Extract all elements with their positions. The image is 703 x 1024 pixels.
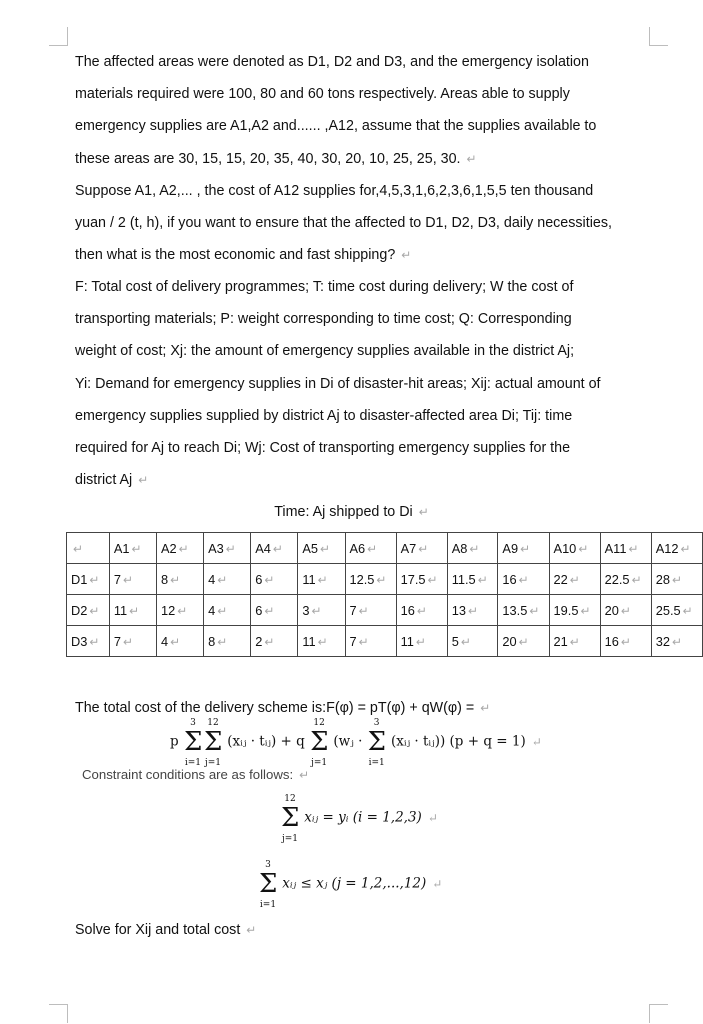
sum-icon — [309, 718, 329, 768]
cell-mark-icon: ↵ — [418, 541, 429, 556]
cell-value: A6 — [349, 540, 366, 556]
table-cell — [204, 595, 251, 626]
cell-value: 20 — [502, 633, 517, 649]
cell-mark-icon: ↵ — [89, 603, 100, 618]
table-header-cell — [345, 533, 396, 564]
cell-value: 11.5 — [451, 571, 476, 587]
cell-mark-icon: ↵ — [427, 572, 438, 587]
cell-value: A7 — [400, 540, 417, 556]
table-header-cell — [651, 533, 702, 564]
solve-instruction — [75, 922, 256, 938]
cell-value: A4 — [255, 540, 271, 556]
corner-mark — [649, 1004, 668, 1023]
cell-mark-icon: ↵ — [376, 572, 387, 587]
text-line: F: Total cost of delivery programmes; T: time cost during delivery; W the cost of — [75, 279, 574, 295]
text-line — [75, 143, 665, 175]
table-header-cell — [447, 533, 498, 564]
cell-value: 4 — [208, 602, 216, 618]
table-header-cell — [298, 533, 345, 564]
cell-mark-icon: ↵ — [264, 634, 275, 649]
cell-mark-icon: ↵ — [272, 541, 283, 556]
sum-icon — [258, 860, 278, 910]
cell-value: A11 — [604, 540, 627, 556]
cell-mark-icon: ↵ — [225, 541, 236, 556]
formula-term: (xᵢⱼ · tᵢⱼ) + q — [227, 733, 305, 750]
table-cell — [447, 564, 498, 595]
table-row — [67, 564, 703, 595]
cell-mark-icon: ↵ — [217, 603, 228, 618]
cell-value: 7 — [349, 633, 357, 649]
table-cell — [298, 595, 345, 626]
table-cell — [157, 626, 204, 657]
text-line: materials required were 100, 80 and 60 tons respectively. Areas able to supply — [75, 86, 570, 103]
table-cell — [651, 564, 702, 595]
cell-mark-icon: ↵ — [217, 634, 228, 649]
cell-mark-icon: ↵ — [317, 572, 328, 587]
cell-value: 12.5 — [349, 571, 375, 587]
cell-value: 12 — [161, 602, 176, 618]
paragraph-mark-icon: ↵ — [401, 248, 412, 263]
sigma-glyph: Σ — [183, 727, 203, 757]
time-table — [66, 532, 703, 657]
cell-value: 11 — [400, 633, 414, 649]
cell-mark-icon: ↵ — [416, 603, 427, 618]
text-line — [75, 239, 665, 271]
cell-value: A5 — [302, 540, 319, 556]
cell-mark-icon: ↵ — [177, 603, 188, 618]
cell-value: A2 — [161, 540, 177, 556]
sum-upper: 12 — [207, 718, 219, 728]
text-line: weight of cost; Xj: the amount of emergency supplies available in the district Aj; — [75, 343, 575, 360]
cell-mark-icon: ↵ — [569, 634, 580, 649]
table-cell — [157, 595, 204, 626]
cell-mark-icon: ↵ — [311, 603, 322, 618]
table-row — [67, 595, 703, 626]
cell-mark-icon: ↵ — [580, 603, 591, 618]
cell-value: 25.5 — [655, 602, 681, 618]
table-cell — [109, 564, 156, 595]
cell-mark-icon: ↵ — [320, 541, 331, 556]
paragraph-mark-icon: ↵ — [531, 734, 542, 749]
table-cell — [396, 564, 447, 595]
table-header-cell — [600, 533, 651, 564]
cell-value: 11 — [302, 633, 316, 649]
cell-mark-icon: ↵ — [671, 572, 683, 587]
cell-mark-icon: ↵ — [123, 634, 134, 649]
text-line: Suppose A1, A2,... , the cost of A12 supplies for,4,5,3,1,6,2,3,6,1,5,5 ten thousand — [75, 183, 594, 199]
table-cell — [498, 626, 549, 657]
table-cell — [204, 626, 251, 657]
sigma-glyph: Σ — [203, 727, 223, 757]
cell-mark-icon: ↵ — [317, 634, 328, 649]
corner-mark — [49, 1004, 68, 1023]
constraint-1 — [280, 794, 438, 844]
sum-icon — [280, 794, 300, 844]
formula-term: (xᵢⱼ · tᵢⱼ)) (p + q = 1) — [390, 733, 526, 750]
cell-value: D2 — [71, 602, 88, 618]
text-line-content: then what is the most economic and fast shipping? — [75, 247, 396, 264]
total-cost-intro-text: The total cost of the delivery scheme is:F(φ) = pT(φ) + qW(φ) = — [75, 700, 475, 716]
table-row-label — [67, 564, 110, 595]
table-cell — [345, 564, 396, 595]
table-cell — [109, 595, 156, 626]
cell-value: 8 — [161, 571, 169, 587]
cell-value: 2 — [255, 633, 263, 649]
paragraph-mark-icon: ↵ — [480, 701, 491, 715]
paragraph-mark-icon: ↵ — [246, 923, 257, 937]
cell-value: 13 — [451, 602, 466, 618]
text-line: emergency supplies are A1,A2 and...... ,A12, assume that the supplies available to — [75, 118, 597, 135]
table-cell — [549, 595, 600, 626]
text-line — [75, 464, 665, 496]
cell-mark-icon: ↵ — [520, 541, 531, 556]
constraint-title-text: Constraint conditions are as follows: — [82, 767, 294, 782]
table-cell — [498, 564, 549, 595]
paragraph-mark-icon: ↵ — [466, 151, 477, 166]
cell-value: 3 — [302, 602, 310, 618]
cell-mark-icon: ↵ — [620, 603, 631, 618]
text-line: required for Aj to reach Di; Wj: Cost of transporting emergency supplies for the — [75, 439, 571, 456]
cell-value: 7 — [349, 602, 357, 618]
table-cell — [651, 595, 702, 626]
sigma-glyph: Σ — [259, 869, 278, 899]
cell-mark-icon: ↵ — [131, 541, 142, 556]
cell-mark-icon: ↵ — [170, 572, 181, 587]
table-cell — [498, 595, 549, 626]
cell-value: 19.5 — [553, 602, 579, 618]
sum-lower: i=1 — [259, 900, 277, 910]
table-header-cell — [549, 533, 600, 564]
cell-value: 21 — [553, 633, 568, 649]
table-cell — [345, 595, 396, 626]
cell-mark-icon: ↵ — [578, 541, 589, 556]
table-row-label — [67, 626, 110, 657]
cell-value: A9 — [502, 540, 519, 556]
sum-upper: 3 — [373, 718, 380, 728]
cell-mark-icon: ↵ — [680, 541, 691, 556]
cell-mark-icon: ↵ — [460, 634, 471, 649]
cell-mark-icon: ↵ — [467, 603, 479, 618]
cell-value: 13.5 — [502, 602, 528, 618]
text-line: The affected areas were denoted as D1, D2 and D3, and the emergency isolation — [75, 54, 589, 70]
table-cell — [298, 564, 345, 595]
cell-value: A12 — [655, 540, 679, 556]
table-cell — [447, 595, 498, 626]
sum-lower: i=1 — [368, 758, 385, 768]
cell-mark-icon: ↵ — [469, 541, 480, 556]
sum-upper: 3 — [190, 718, 196, 728]
sum-upper: 3 — [265, 860, 271, 870]
cell-mark-icon: ↵ — [264, 572, 275, 587]
paragraph-mark-icon: ↵ — [427, 810, 438, 825]
cell-value: 8 — [208, 633, 216, 649]
sigma-glyph: Σ — [310, 727, 329, 757]
cell-value: D3 — [71, 633, 88, 649]
cell-value: 11 — [113, 602, 128, 618]
cell-value: 20 — [604, 602, 619, 618]
table-cell — [251, 626, 298, 657]
cell-value: 16 — [604, 633, 619, 649]
table-cell — [600, 595, 651, 626]
text-line-content: district Aj — [75, 472, 133, 489]
table-cell — [157, 564, 204, 595]
cell-mark-icon: ↵ — [367, 541, 378, 556]
table-cell — [600, 564, 651, 595]
table-cell — [345, 626, 396, 657]
sum-icon — [183, 718, 203, 768]
cell-mark-icon: ↵ — [123, 572, 134, 587]
sum-lower: i=1 — [184, 758, 202, 768]
table-row-label — [67, 595, 110, 626]
table-header-cell — [498, 533, 549, 564]
text-line: yuan / 2 (t, h), if you want to ensure that the affected to D1, D2, D3, daily necessities, — [75, 215, 612, 232]
cell-value: A3 — [208, 540, 224, 556]
table-cell — [109, 626, 156, 657]
table-header-cell — [251, 533, 298, 564]
cell-value: A8 — [451, 540, 468, 556]
cell-mark-icon: ↵ — [671, 634, 683, 649]
table-caption — [0, 504, 703, 520]
cell-mark-icon: ↵ — [477, 572, 488, 587]
table-cell — [600, 626, 651, 657]
cell-value: 4 — [161, 633, 169, 649]
table-header-cell — [157, 533, 204, 564]
cell-value: 22.5 — [604, 571, 630, 587]
total-cost-intro — [75, 700, 490, 716]
formula-term: (wⱼ · — [333, 733, 363, 750]
sum-lower: j=1 — [204, 758, 221, 768]
table-cell — [396, 595, 447, 626]
table-cell — [549, 564, 600, 595]
cell-mark-icon: ↵ — [129, 603, 140, 618]
table-header-cell — [204, 533, 251, 564]
paragraph-affected-areas — [75, 46, 665, 175]
table-cell — [204, 564, 251, 595]
cell-mark-icon: ↵ — [518, 634, 529, 649]
cell-mark-icon: ↵ — [631, 572, 642, 587]
cell-mark-icon: ↵ — [620, 634, 631, 649]
cell-value: A10 — [553, 540, 577, 556]
cell-value: 28 — [655, 571, 670, 587]
sigma-glyph: Σ — [281, 803, 300, 833]
sum-upper: 12 — [313, 718, 325, 728]
paragraph-definitions — [75, 271, 665, 496]
cell-mark-icon: ↵ — [415, 634, 426, 649]
corner-mark — [49, 27, 68, 46]
cell-value: 11 — [302, 571, 316, 587]
cell-mark-icon: ↵ — [264, 603, 275, 618]
cell-mark-icon: ↵ — [529, 603, 540, 618]
cell-value: 22 — [553, 571, 568, 587]
text-line: emergency supplies supplied by district Aj to disaster-affected area Di; Tij: time — [75, 407, 573, 424]
cell-mark-icon: ↵ — [358, 634, 369, 649]
cell-mark-icon: ↵ — [73, 541, 84, 556]
table-cell — [549, 626, 600, 657]
cell-mark-icon: ↵ — [628, 541, 639, 556]
cell-value: A1 — [113, 540, 130, 556]
constraint-title — [82, 767, 309, 782]
text-line: transporting materials; P: weight corresponding to time cost; Q: Corresponding — [75, 311, 572, 328]
table-header-cell — [67, 533, 110, 564]
table-caption-text: Time: Aj shipped to Di — [274, 504, 413, 520]
table-cell — [298, 626, 345, 657]
cell-value: 6 — [255, 602, 263, 618]
sum-icon — [203, 718, 223, 768]
text-line-content: these areas are 30, 15, 15, 20, 35, 40, 30, 20, 10, 25, 25, 30. — [75, 150, 461, 167]
table-header-cell — [396, 533, 447, 564]
table-cell — [651, 626, 702, 657]
cell-value: 16 — [502, 571, 517, 587]
table-header-cell — [109, 533, 156, 564]
main-formula — [170, 718, 542, 768]
cell-mark-icon: ↵ — [89, 572, 100, 587]
constraint-2 — [258, 860, 443, 910]
paragraph-mark-icon: ↵ — [138, 473, 149, 488]
table-cell — [396, 626, 447, 657]
cell-mark-icon: ↵ — [682, 603, 693, 618]
table-cell — [251, 595, 298, 626]
cell-value: 4 — [208, 571, 216, 587]
cell-mark-icon: ↵ — [178, 541, 189, 556]
constraint-1-text: xᵢⱼ = yᵢ (i = 1,2,3) — [304, 809, 422, 826]
cell-value: 5 — [451, 633, 459, 649]
sum-lower: j=1 — [281, 834, 299, 844]
sum-icon — [367, 718, 387, 768]
cell-mark-icon: ↵ — [569, 572, 580, 587]
cell-value: 7 — [113, 571, 121, 587]
table-cell — [447, 626, 498, 657]
cell-value: 7 — [113, 633, 121, 649]
paragraph-mark-icon: ↵ — [418, 505, 429, 519]
cell-mark-icon: ↵ — [170, 634, 181, 649]
cell-value: 16 — [400, 602, 415, 618]
constraint-2-text: xᵢⱼ ≤ xⱼ (j = 1,2,...,12) — [282, 875, 427, 892]
weight-p: p — [170, 733, 179, 750]
cell-value: 32 — [655, 633, 670, 649]
solve-instruction-text: Solve for Xij and total cost — [75, 922, 241, 938]
cell-value: D1 — [71, 571, 88, 587]
paragraph-cost — [75, 175, 665, 272]
table-cell — [251, 564, 298, 595]
paragraph-mark-icon: ↵ — [432, 876, 443, 891]
sum-upper: 12 — [284, 794, 296, 804]
table-header-row — [67, 533, 703, 564]
cell-value: 6 — [255, 571, 263, 587]
cell-mark-icon: ↵ — [518, 572, 529, 587]
paragraph-mark-icon: ↵ — [299, 768, 310, 782]
cell-mark-icon: ↵ — [358, 603, 369, 618]
cell-value: 17.5 — [400, 571, 426, 587]
cell-mark-icon: ↵ — [217, 572, 228, 587]
corner-mark — [649, 27, 668, 46]
sum-lower: j=1 — [311, 758, 328, 768]
cell-mark-icon: ↵ — [89, 634, 100, 649]
table-row — [67, 626, 703, 657]
sigma-glyph: Σ — [367, 727, 387, 757]
text-line: Yi: Demand for emergency supplies in Di of disaster-hit areas; Xij: actual amount of — [75, 375, 601, 392]
